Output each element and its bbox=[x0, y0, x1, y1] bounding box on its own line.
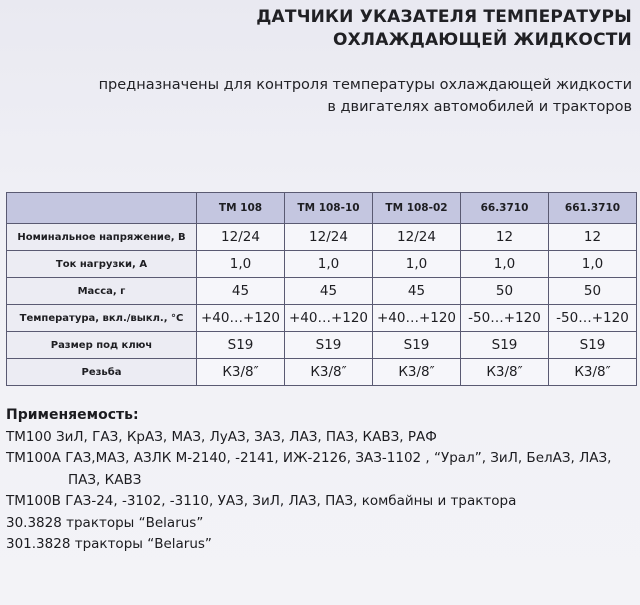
applicability-line: ПАЗ, КАВЗ bbox=[68, 471, 142, 488]
table-cell: 45 bbox=[373, 278, 461, 305]
specs-table bbox=[6, 192, 637, 386]
table-cell: +40…+120 bbox=[373, 305, 461, 332]
applicability-line: ТМ100В ГАЗ-24, -3102, -3110, УАЗ, ЗиЛ, ЛАЗ, ПАЗ, комбайны и трактора bbox=[6, 493, 517, 509]
model-header: ТМ 108-02 bbox=[373, 193, 461, 224]
table-cell: 45 bbox=[197, 278, 285, 305]
table-cell: К3/8″ bbox=[373, 359, 461, 386]
table-cell: S19 bbox=[197, 332, 285, 359]
title-line-1: ДАТЧИКИ УКАЗАТЕЛЯ ТЕМПЕРАТУРЫ bbox=[256, 7, 632, 27]
applicability-line: ТМ100А ГАЗ,МАЗ, АЗЛК М-2140, -2141, ИЖ-2126, ЗАЗ-1102 , “Урал”, ЗиЛ, БелАЗ, ЛАЗ, bbox=[6, 450, 612, 466]
row-label: Масса, г bbox=[7, 278, 197, 305]
model-header: ТМ 108-10 bbox=[285, 193, 373, 224]
table-cell: 50 bbox=[461, 278, 549, 305]
title-line-2: ОХЛАЖДАЮЩЕЙ ЖИДКОСТИ bbox=[332, 30, 632, 50]
table-cell: 1,0 bbox=[549, 251, 637, 278]
applicability-line: 301.3828 тракторы “Belarus” bbox=[6, 536, 212, 552]
table-cell: 1,0 bbox=[461, 251, 549, 278]
table-row bbox=[7, 251, 637, 278]
table-row bbox=[7, 332, 637, 359]
row-label: Размер под ключ bbox=[7, 332, 197, 359]
table-row bbox=[7, 224, 637, 251]
applicability-line: 30.3828 тракторы “Belarus” bbox=[6, 514, 204, 531]
table-corner-cell bbox=[7, 193, 197, 224]
model-header: 661.3710 bbox=[549, 193, 637, 224]
table-cell: S19 bbox=[373, 332, 461, 359]
table-cell: К3/8″ bbox=[197, 359, 285, 386]
row-label: Температура, вкл./выкл., °С bbox=[7, 305, 197, 332]
applicability-heading: Применяемость: bbox=[6, 407, 139, 423]
table-cell: 12 bbox=[549, 224, 637, 251]
table-cell: 12/24 bbox=[373, 224, 461, 251]
faded-background-text bbox=[20, 0, 220, 80]
applicability-section bbox=[6, 405, 634, 556]
table-cell: 1,0 bbox=[285, 251, 373, 278]
row-label: Номинальное напряжение, В bbox=[7, 224, 197, 251]
subtitle-line-2: в двигателях автомобилей и тракторов bbox=[327, 99, 632, 115]
table-cell: +40…+120 bbox=[285, 305, 373, 332]
table-cell: 45 bbox=[285, 278, 373, 305]
table-cell: К3/8″ bbox=[285, 359, 373, 386]
table-cell: 12/24 bbox=[285, 224, 373, 251]
row-label: Резьба bbox=[7, 359, 197, 386]
table-cell: 12/24 bbox=[197, 224, 285, 251]
table-row bbox=[7, 278, 637, 305]
page-title bbox=[256, 6, 632, 52]
table-cell: 12 bbox=[461, 224, 549, 251]
table-cell: К3/8″ bbox=[461, 359, 549, 386]
table-cell: К3/8″ bbox=[549, 359, 637, 386]
table-cell: 1,0 bbox=[373, 251, 461, 278]
table-cell: +40…+120 bbox=[197, 305, 285, 332]
table-cell: S19 bbox=[461, 332, 549, 359]
table-cell: S19 bbox=[285, 332, 373, 359]
table-cell: 50 bbox=[549, 278, 637, 305]
page-subtitle bbox=[99, 74, 632, 118]
model-header: ТМ 108 bbox=[197, 193, 285, 224]
subtitle-line-1: предназначены для контроля температуры охлаждающей жидкости bbox=[98, 77, 632, 93]
table-cell: S19 bbox=[549, 332, 637, 359]
model-header: 66.3710 bbox=[461, 193, 549, 224]
applicability-line: ТМ100 ЗиЛ, ГАЗ, КрАЗ, МАЗ, ЛуАЗ, ЗАЗ, ЛАЗ, ПАЗ, КАВЗ, РАФ bbox=[6, 428, 437, 445]
table-cell: 1,0 bbox=[197, 251, 285, 278]
table-cell: -50…+120 bbox=[549, 305, 637, 332]
table-row bbox=[7, 359, 637, 386]
table-header-row bbox=[7, 193, 637, 224]
table-cell: -50…+120 bbox=[461, 305, 549, 332]
row-label: Ток нагрузки, А bbox=[7, 251, 197, 278]
table-row bbox=[7, 305, 637, 332]
